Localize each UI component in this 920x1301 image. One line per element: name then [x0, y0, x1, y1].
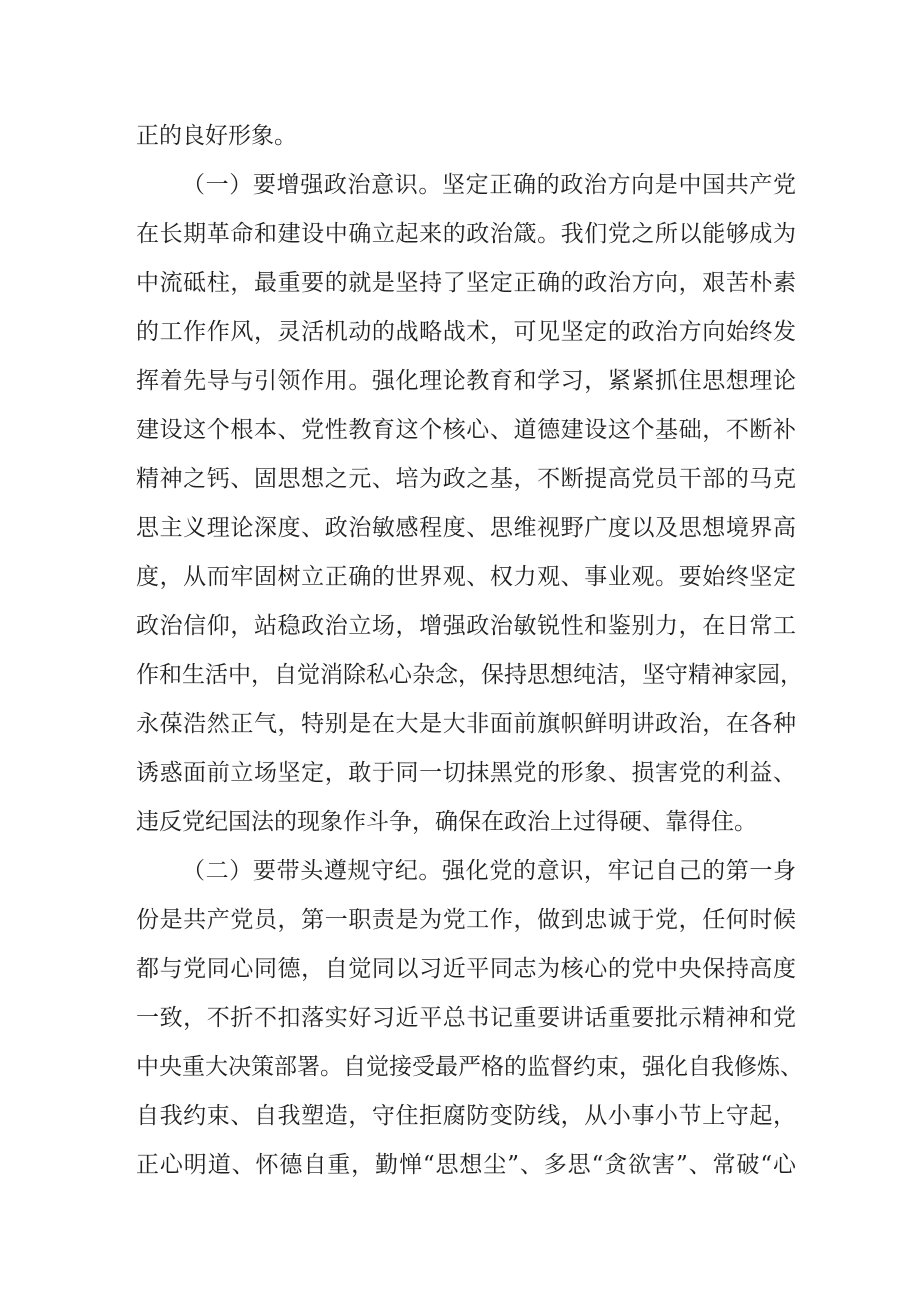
text-line: 违反党纪国法的现象作斗争，确保在政治上过得硬、靠得住。 — [136, 809, 757, 835]
text-line: 中流砥柱，最重要的就是坚持了坚定正确的政治方向，艰苦朴素 — [136, 270, 796, 296]
text-line: 中央重大决策部署。自觉接受最严格的监督约束，强化自我修炼、 — [136, 1054, 803, 1080]
text-line: 自我约束、自我塑造，守住拒腐防变防线，从小事小节上守起， — [136, 1103, 796, 1129]
text-line: 一致，不折不扣落实好习近平总书记重要讲话重要批示精神和党 — [136, 1005, 796, 1031]
text-line: 都与党同心同德，自觉同以习近平同志为核心的党中央保持高度 — [136, 956, 796, 982]
text-line: 在长期革命和建设中确立起来的政治箴。我们党之所以能够成为 — [136, 221, 796, 247]
text-line: 诱惑面前立场坚定，敢于同一切抹黑党的形象、损害党的利益、 — [136, 760, 796, 786]
text-line: 政治信仰，站稳政治立场，增强政治敏锐性和鉴别力，在日常工 — [136, 613, 796, 639]
section-heading-line: （一）要增强政治意识。坚定正确的政治方向是中国共产党 — [182, 172, 796, 198]
text-line: 正的良好形象。 — [136, 123, 297, 149]
text-line: 份是共产党员，第一职责是为党工作，做到忠诚于党，任何时候 — [136, 907, 796, 933]
section-heading-line: （二）要带头遵规守纪。强化党的意识，牢记自己的第一身 — [182, 858, 796, 884]
text-line: 建设这个根本、党性教育这个核心、道德建设这个基础，不断补 — [136, 417, 796, 443]
text-line: 的工作作风，灵活机动的战略战术，可见坚定的政治方向始终发 — [136, 319, 796, 345]
text-line: 精神之钙、固思想之元、培为政之基，不断提高党员干部的马克 — [136, 466, 796, 492]
text-line: 正心明道、怀德自重，勤惮“思想尘”、多思“贪欲害”、常破“心 — [136, 1152, 796, 1178]
text-line: 度，从而牢固树立正确的世界观、权力观、事业观。要始终坚定 — [136, 564, 796, 590]
text-line: 挥着先导与引领作用。强化理论教育和学习，紧紧抓住思想理论 — [136, 368, 796, 394]
text-line: 作和生活中，自觉消除私心杂念，保持思想纯洁，坚守精神家园， — [136, 662, 803, 688]
text-line: 思主义理论深度、政治敏感程度、思维视野广度以及思想境界高 — [136, 515, 796, 541]
text-line: 永葆浩然正气，特别是在大是大非面前旗帜鲜明讲政治，在各种 — [136, 711, 796, 737]
